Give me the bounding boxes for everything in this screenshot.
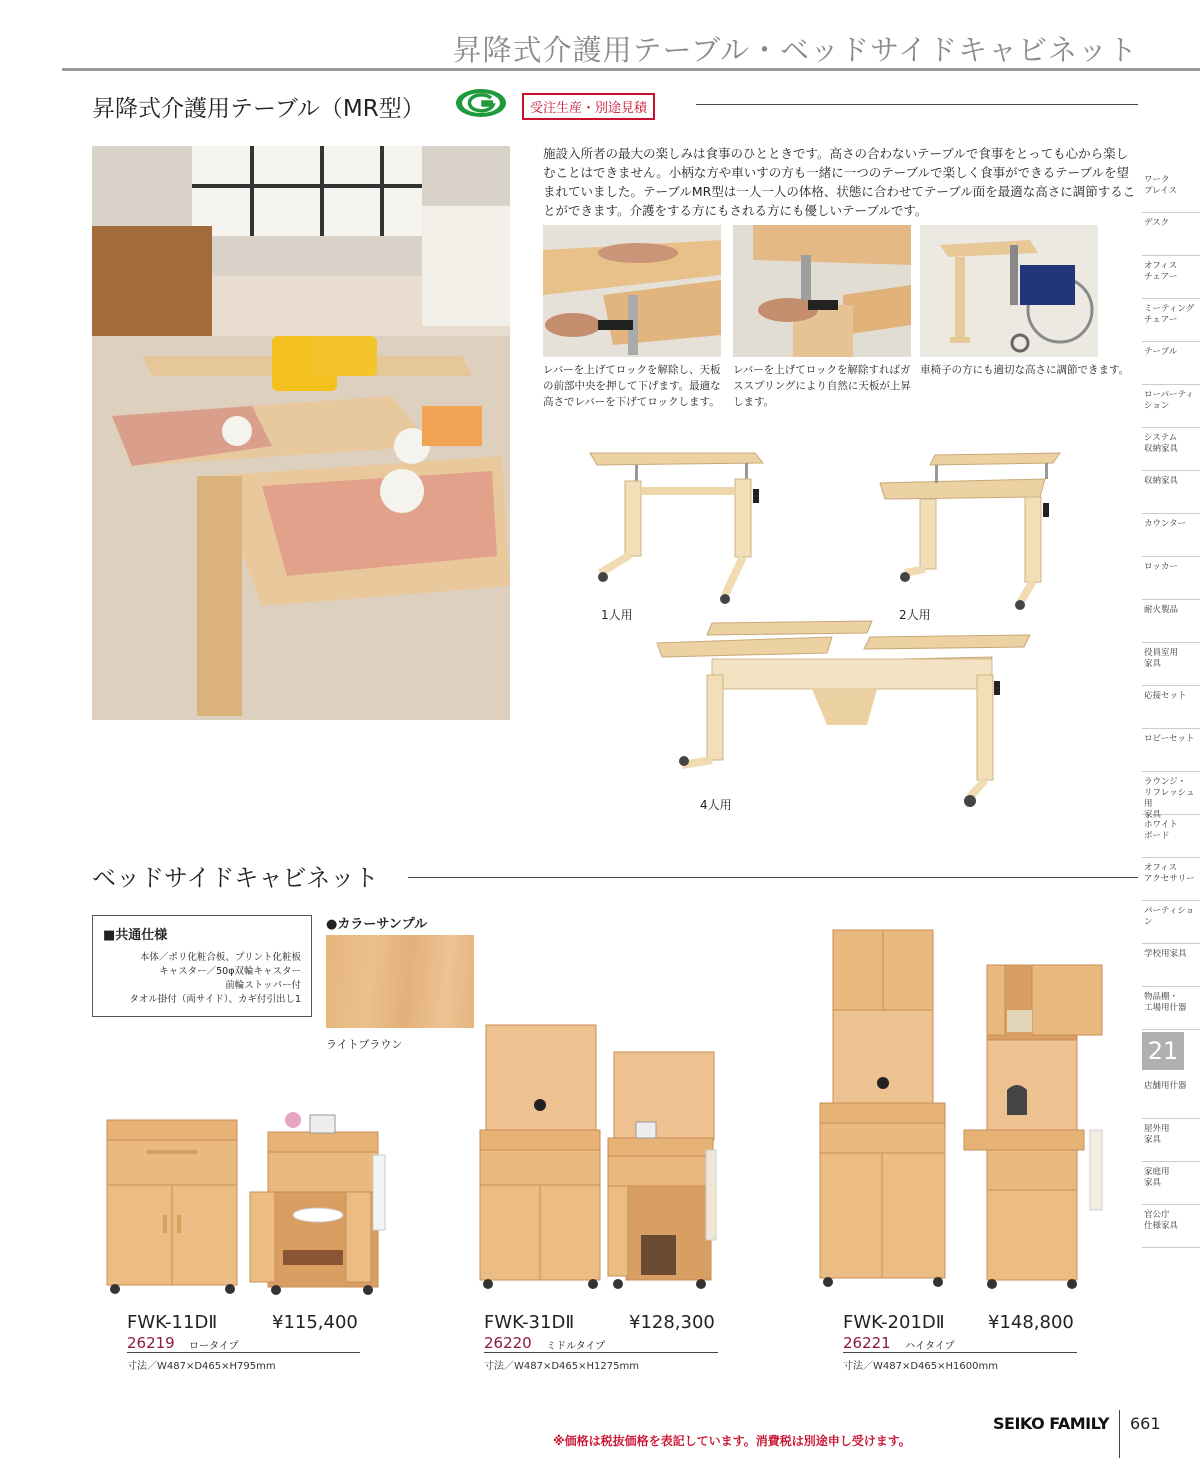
category-index-item[interactable]: オフィス アクセサリー [1142, 858, 1200, 901]
category-index-item[interactable]: 役員室用 家具 [1142, 643, 1200, 686]
variant-label-1-person: 1人用 [601, 608, 633, 622]
product-code: 26220 [484, 1334, 532, 1352]
category-index-item[interactable]: ラウンジ・ リフレッシュ用 家具 [1142, 772, 1200, 815]
product-dimensions: 寸法／W487×D465×H1275mm [484, 1361, 639, 1372]
category-index-item[interactable]: 物品棚・ 工場用什器 [1142, 987, 1200, 1030]
cabinet-low-open-illustration [248, 1100, 393, 1295]
product-type: ハイタイプ [905, 1341, 955, 1352]
color-swatch-label: ライトブラウン [326, 1038, 403, 1051]
section-rule [696, 104, 1138, 105]
common-spec-box [92, 915, 312, 1017]
category-index-item[interactable]: ホワイト ボード [1142, 815, 1200, 858]
active-chapter-tab[interactable]: 21 [1142, 1032, 1184, 1070]
spec-line: 前輪ストッパー付 [225, 980, 301, 991]
caption-wheelchair: 車椅子の方にも適切な高さに調節できます。 [920, 364, 1130, 376]
page-title: 昇降式介護用テーブル・ベッドサイドキャビネット [452, 33, 1138, 67]
product-rule [843, 1352, 1077, 1353]
caption-lever-raising: レバーを上げてロックを解除すればガススプリングにより自然に天板が上昇します。 [733, 364, 911, 408]
category-index [1142, 170, 1200, 1030]
made-to-order-badge: 受注生産・別途見積 [522, 93, 655, 120]
product-dimensions: 寸法／W487×D465×H1600mm [843, 1361, 998, 1372]
table-2-person-illustration [875, 445, 1065, 615]
dining-room-photo [92, 146, 510, 720]
lever-raising-photo [733, 225, 911, 357]
category-index-item[interactable]: パーティション [1142, 901, 1200, 944]
footer-divider [1119, 1410, 1120, 1458]
category-index-item[interactable]: 官公庁 仕様家具 [1142, 1205, 1200, 1248]
caption-lever-lowering: レバーを上げてロックを解除し、天板の前部中央を押して下げます。最適な高さでレバーを下げてロックします。 [543, 364, 721, 408]
lever-lowering-photo [543, 225, 721, 357]
color-sample-heading: ●カラーサンプル [326, 917, 428, 932]
cabinet-high-open-illustration [962, 960, 1107, 1290]
color-swatch [326, 935, 474, 1028]
category-index-lower [1142, 1076, 1200, 1248]
category-index-item[interactable]: ローパーティション [1142, 385, 1200, 428]
brand-logo: SEIKO FAMILY [993, 1414, 1109, 1433]
spec-heading: ■共通仕様 [103, 928, 168, 943]
category-index-item[interactable]: ミーティング チェアー [1142, 299, 1200, 342]
product-model-fwk-31d: FWK-31DⅡ [484, 1312, 575, 1333]
section-rule [408, 877, 1138, 878]
product-rule [127, 1352, 360, 1353]
product-code: 26219 [127, 1334, 175, 1352]
category-index-item[interactable]: デスク [1142, 213, 1200, 256]
header-rule [62, 68, 1200, 71]
product-type: ロータイプ [189, 1341, 239, 1352]
category-index-item[interactable]: カウンター [1142, 514, 1200, 557]
section-title-care-table: 昇降式介護用テーブル（MR型） [92, 96, 425, 122]
green-mark-icon [455, 88, 507, 118]
table-4-person-illustration [652, 615, 1032, 815]
category-index-item[interactable]: テーブル [1142, 342, 1200, 385]
category-index-item[interactable]: 屋外用 家具 [1142, 1119, 1200, 1162]
cabinet-mid-open-illustration [606, 1050, 721, 1290]
tax-note: ※価格は税抜価格を表記しています。消費税は別途申し受けます。 [553, 1434, 911, 1448]
page-number: 661 [1130, 1414, 1161, 1433]
category-index-item[interactable]: ワーク プレイス [1142, 170, 1200, 213]
variant-label-2-person: 2人用 [899, 608, 931, 622]
variant-label-4-person: 4人用 [700, 798, 732, 812]
product-code: 26221 [843, 1334, 891, 1352]
product-dimensions: 寸法／W487×D465×H795mm [127, 1361, 276, 1372]
cabinet-mid-closed-illustration [478, 1020, 603, 1290]
category-index-item[interactable]: 家庭用 家具 [1142, 1162, 1200, 1205]
category-index-item[interactable]: システム 収納家具 [1142, 428, 1200, 471]
spec-line: 本体／ポリ化粧合板、プリント化粧板 [139, 952, 301, 963]
cabinet-low-closed-illustration [105, 1115, 240, 1295]
category-index-item[interactable]: 収納家具 [1142, 471, 1200, 514]
product-model-fwk-201d: FWK-201DⅡ [843, 1312, 945, 1333]
product-model-fwk-11d: FWK-11DⅡ [127, 1312, 218, 1333]
category-index-item[interactable]: 学校用家具 [1142, 944, 1200, 987]
product-rule [484, 1352, 718, 1353]
product-type: ミドルタイプ [546, 1341, 606, 1352]
product-price: ¥115,400 [272, 1312, 358, 1333]
spec-line: タオル掛付（両サイド）、カギ付引出し1 [129, 994, 301, 1005]
category-index-item[interactable]: 応接セット [1142, 686, 1200, 729]
product-price: ¥128,300 [629, 1312, 715, 1333]
product-price: ¥148,800 [988, 1312, 1074, 1333]
cabinet-high-closed-illustration [818, 928, 948, 1290]
category-index-item[interactable]: ロッカー [1142, 557, 1200, 600]
category-index-item[interactable]: 耐火製品 [1142, 600, 1200, 643]
wheelchair-photo [920, 225, 1098, 357]
category-index-item[interactable]: ロビーセット [1142, 729, 1200, 772]
category-index-item[interactable]: 店舗用什器 [1142, 1076, 1200, 1119]
spec-line: キャスター／50φ双輪キャスター [159, 966, 301, 977]
table-1-person-illustration [585, 445, 770, 610]
care-table-description: 施設入所者の最大の楽しみは食事のひとときです。高さの合わないテーブルで食事をとっても心から楽しむことはできません。小柄な方や車いすの方も一緒に一つのテーブルで楽しく食事ができるテーブルを望まれていました。テーブルMR型は一人一人の体格、状態に合わせてテーブル面を最適な高さに調節することができます。介護をする方にもされる方にも優しいテーブルです。 [543, 146, 1136, 218]
category-index-item[interactable]: オフィス チェアー [1142, 256, 1200, 299]
section-title-bedside-cabinet: ベッドサイドキャビネット [92, 864, 379, 892]
